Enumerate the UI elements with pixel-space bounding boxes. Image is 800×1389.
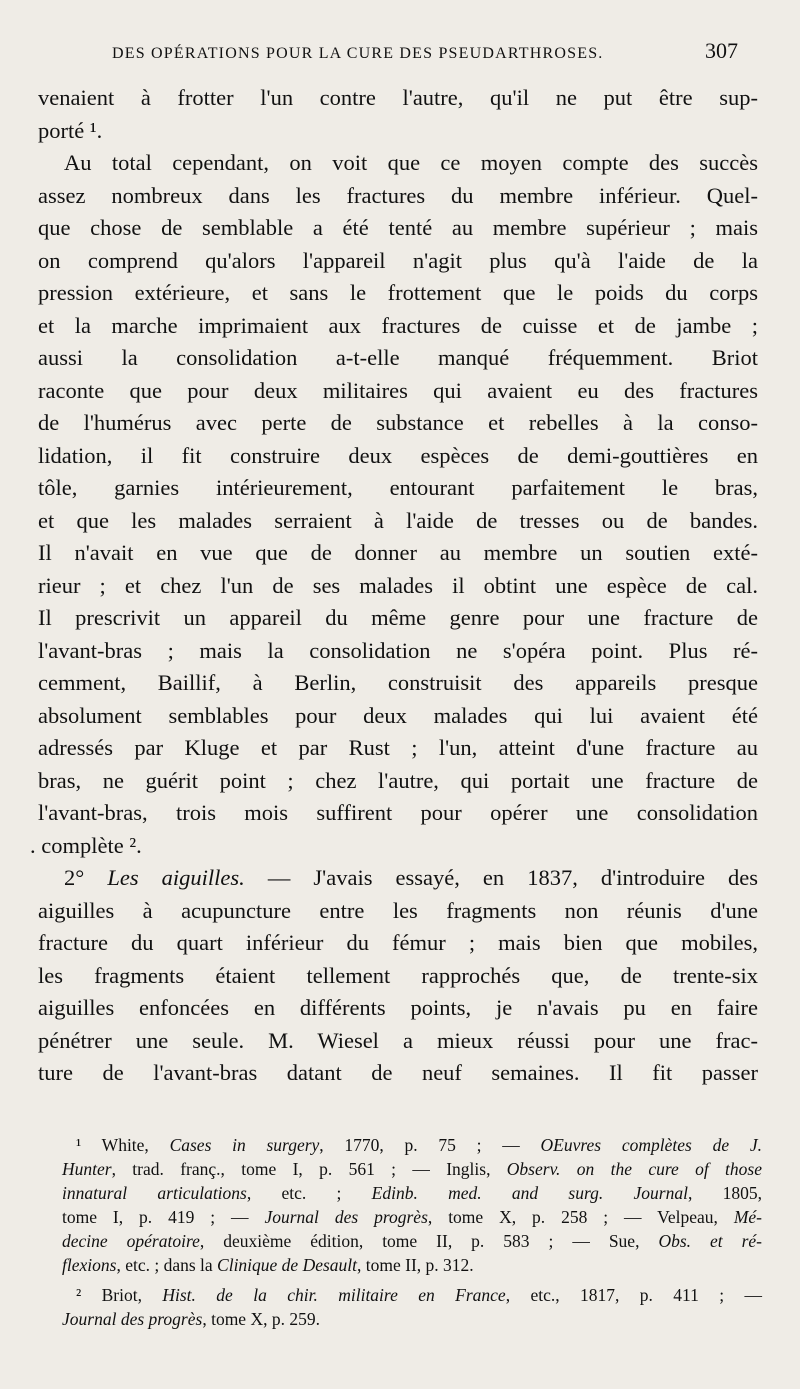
footnote-title: Edinb. med. and surg. Journal (371, 1183, 688, 1203)
text-line: on comprend qu'alors l'appareil n'agit plus qu'à l'aide de la (38, 247, 758, 273)
footnote-text: tome I, p. 419 ; — (62, 1207, 265, 1227)
text-line: que chose de semblable a été tenté au membre supérieur ; mais (38, 215, 758, 240)
footnote-title: Mé- (733, 1207, 762, 1227)
text-line: assez nombreux dans les fractures du membre inférieur. Quel- (38, 182, 758, 208)
text-line: absolument semblables pour deux malades qui lui avaient été (38, 702, 758, 728)
page-number: 307 (705, 38, 738, 63)
text-line: raconte que pour deux militaires qui avaient eu des fractures (38, 377, 758, 403)
text-line: et la marche imprimaient aux fractures de cuisse et de jambe ; (38, 312, 758, 338)
paragraph-start-line: Au total cependant, on voit que ce moyen compte des succès (64, 150, 758, 175)
footnote-title: decine opératoire (62, 1231, 200, 1251)
footnote-title: Observ. on the cure of those (506, 1159, 762, 1179)
section-text: — J'avais essayé, en 1837, d'introduire des (267, 865, 759, 890)
footnote-1-line (62, 1229, 762, 1253)
text-line: fracture du quart inférieur du fémur ; mais bien que mobiles, (38, 930, 758, 955)
footnote-title: Clinique de Desault (217, 1255, 358, 1275)
footnote-title: Cases in surgery (169, 1135, 320, 1155)
footnote-text: , tome X, p. 259. (202, 1309, 320, 1329)
running-head: DES OPÉRATIONS POUR LA CURE DES PSEUDARTHROSES. (112, 45, 604, 62)
text-line: . complète ². (30, 832, 142, 858)
text-line: lidation, il fit construire deux espèces de demi-gouttières en (38, 442, 758, 468)
text-line: porté ¹. (38, 117, 103, 143)
footnote-title: flexions (62, 1255, 117, 1275)
footnote-title: Obs. et ré- (658, 1231, 763, 1251)
text-line: de l'humérus avec perte de substance et rebelles à la conso- (38, 410, 758, 435)
footnote-text: , 1805, (687, 1183, 762, 1203)
text-line: les fragments étaient tellement rapprochés que, de trente-six (38, 962, 758, 988)
text-line: aussi la consolidation a-t-elle manqué fréquemment. Briot (38, 345, 758, 370)
text-line: l'avant-bras, trois mois suffirent pour opérer une consolidation (38, 800, 758, 825)
text-line: bras, ne guérit point ; chez l'autre, qui portait une fracture de (38, 767, 758, 793)
text-line: cemment, Baillif, à Berlin, construisit des appareils presque (38, 670, 758, 695)
section-title: Les aiguilles. (107, 865, 245, 890)
text-line: ture de l'avant-bras datant de neuf semaines. Il fit passer (38, 1060, 758, 1085)
footnote-1-line (62, 1157, 762, 1181)
page-header (112, 38, 738, 68)
text-line: tôle, garnies intérieurement, entourant parfaitement le bras, (38, 475, 758, 500)
footnote-text: , trad. franç., tome I, p. 561 ; — Inglis, (111, 1159, 507, 1179)
footnote-text: , etc. ; (246, 1183, 372, 1203)
footnote-1-line (62, 1133, 762, 1157)
footnote-1-line (62, 1205, 762, 1229)
text-line: aiguilles enfoncées en différents points, je n'avais pu en faire (38, 995, 758, 1020)
footnote-1-line (62, 1253, 762, 1277)
text-line: rieur ; et chez l'un de ses malades il obtint une espèce de cal. (38, 572, 758, 598)
footnote-title: Journal des progrès (264, 1207, 428, 1227)
text-line: l'avant-bras ; mais la consolidation ne s'opéra point. Plus ré- (38, 637, 758, 663)
section-lead: 2° (64, 865, 108, 890)
footnote-text: , tome II, p. 312. (357, 1255, 474, 1275)
section-line (38, 862, 758, 895)
text-line: et que les malades serraient à l'aide de tresses ou de bandes. (38, 507, 758, 533)
text-line: aiguilles à acupuncture entre les fragments non réunis d'une (38, 897, 758, 923)
footnote-1-line (62, 1181, 762, 1205)
text-line: adressés par Kluge et par Rust ; l'un, atteint d'une fracture au (38, 735, 758, 760)
main-text (30, 82, 759, 1090)
footnote-title: Hist. de la chir. militaire en France (162, 1285, 506, 1305)
text-line: Il prescrivit un appareil du même genre pour une fracture de (38, 605, 758, 630)
footnote-text: , deuxième édition, tome II, p. 583 ; — Sue, (199, 1231, 659, 1251)
footnote-text: , tome X, p. 258 ; — Velpeau, (427, 1207, 734, 1227)
footnote-title: Journal des progrès (62, 1309, 203, 1329)
text-line: pression extérieure, et sans le frottement que le poids du corps (38, 280, 758, 305)
footnote-text: ² Briot, (76, 1285, 163, 1305)
footnotes (62, 1133, 762, 1331)
text-line: venaient à frotter l'un contre l'autre, qu'il ne put être sup- (38, 85, 758, 110)
footnote-text: , 1770, p. 75 ; — (319, 1135, 541, 1155)
footnote-text: ¹ White, (76, 1135, 170, 1155)
footnote-2-line (62, 1283, 762, 1307)
footnote-title: OEuvres complètes de J. (540, 1135, 762, 1155)
text-line: pénétrer une seule. M. Wiesel a mieux réussi pour une frac- (38, 1027, 758, 1053)
footnote-text: , etc., 1817, p. 411 ; — (505, 1285, 762, 1305)
text-line: Il n'avait en vue que de donner au membre un soutien exté- (38, 540, 758, 565)
footnote-2-line (62, 1307, 762, 1331)
footnote-text: , etc. ; dans la (116, 1255, 218, 1275)
footnote-title: Hunter (62, 1159, 112, 1179)
footnote-title: innatural articulations (62, 1183, 247, 1203)
